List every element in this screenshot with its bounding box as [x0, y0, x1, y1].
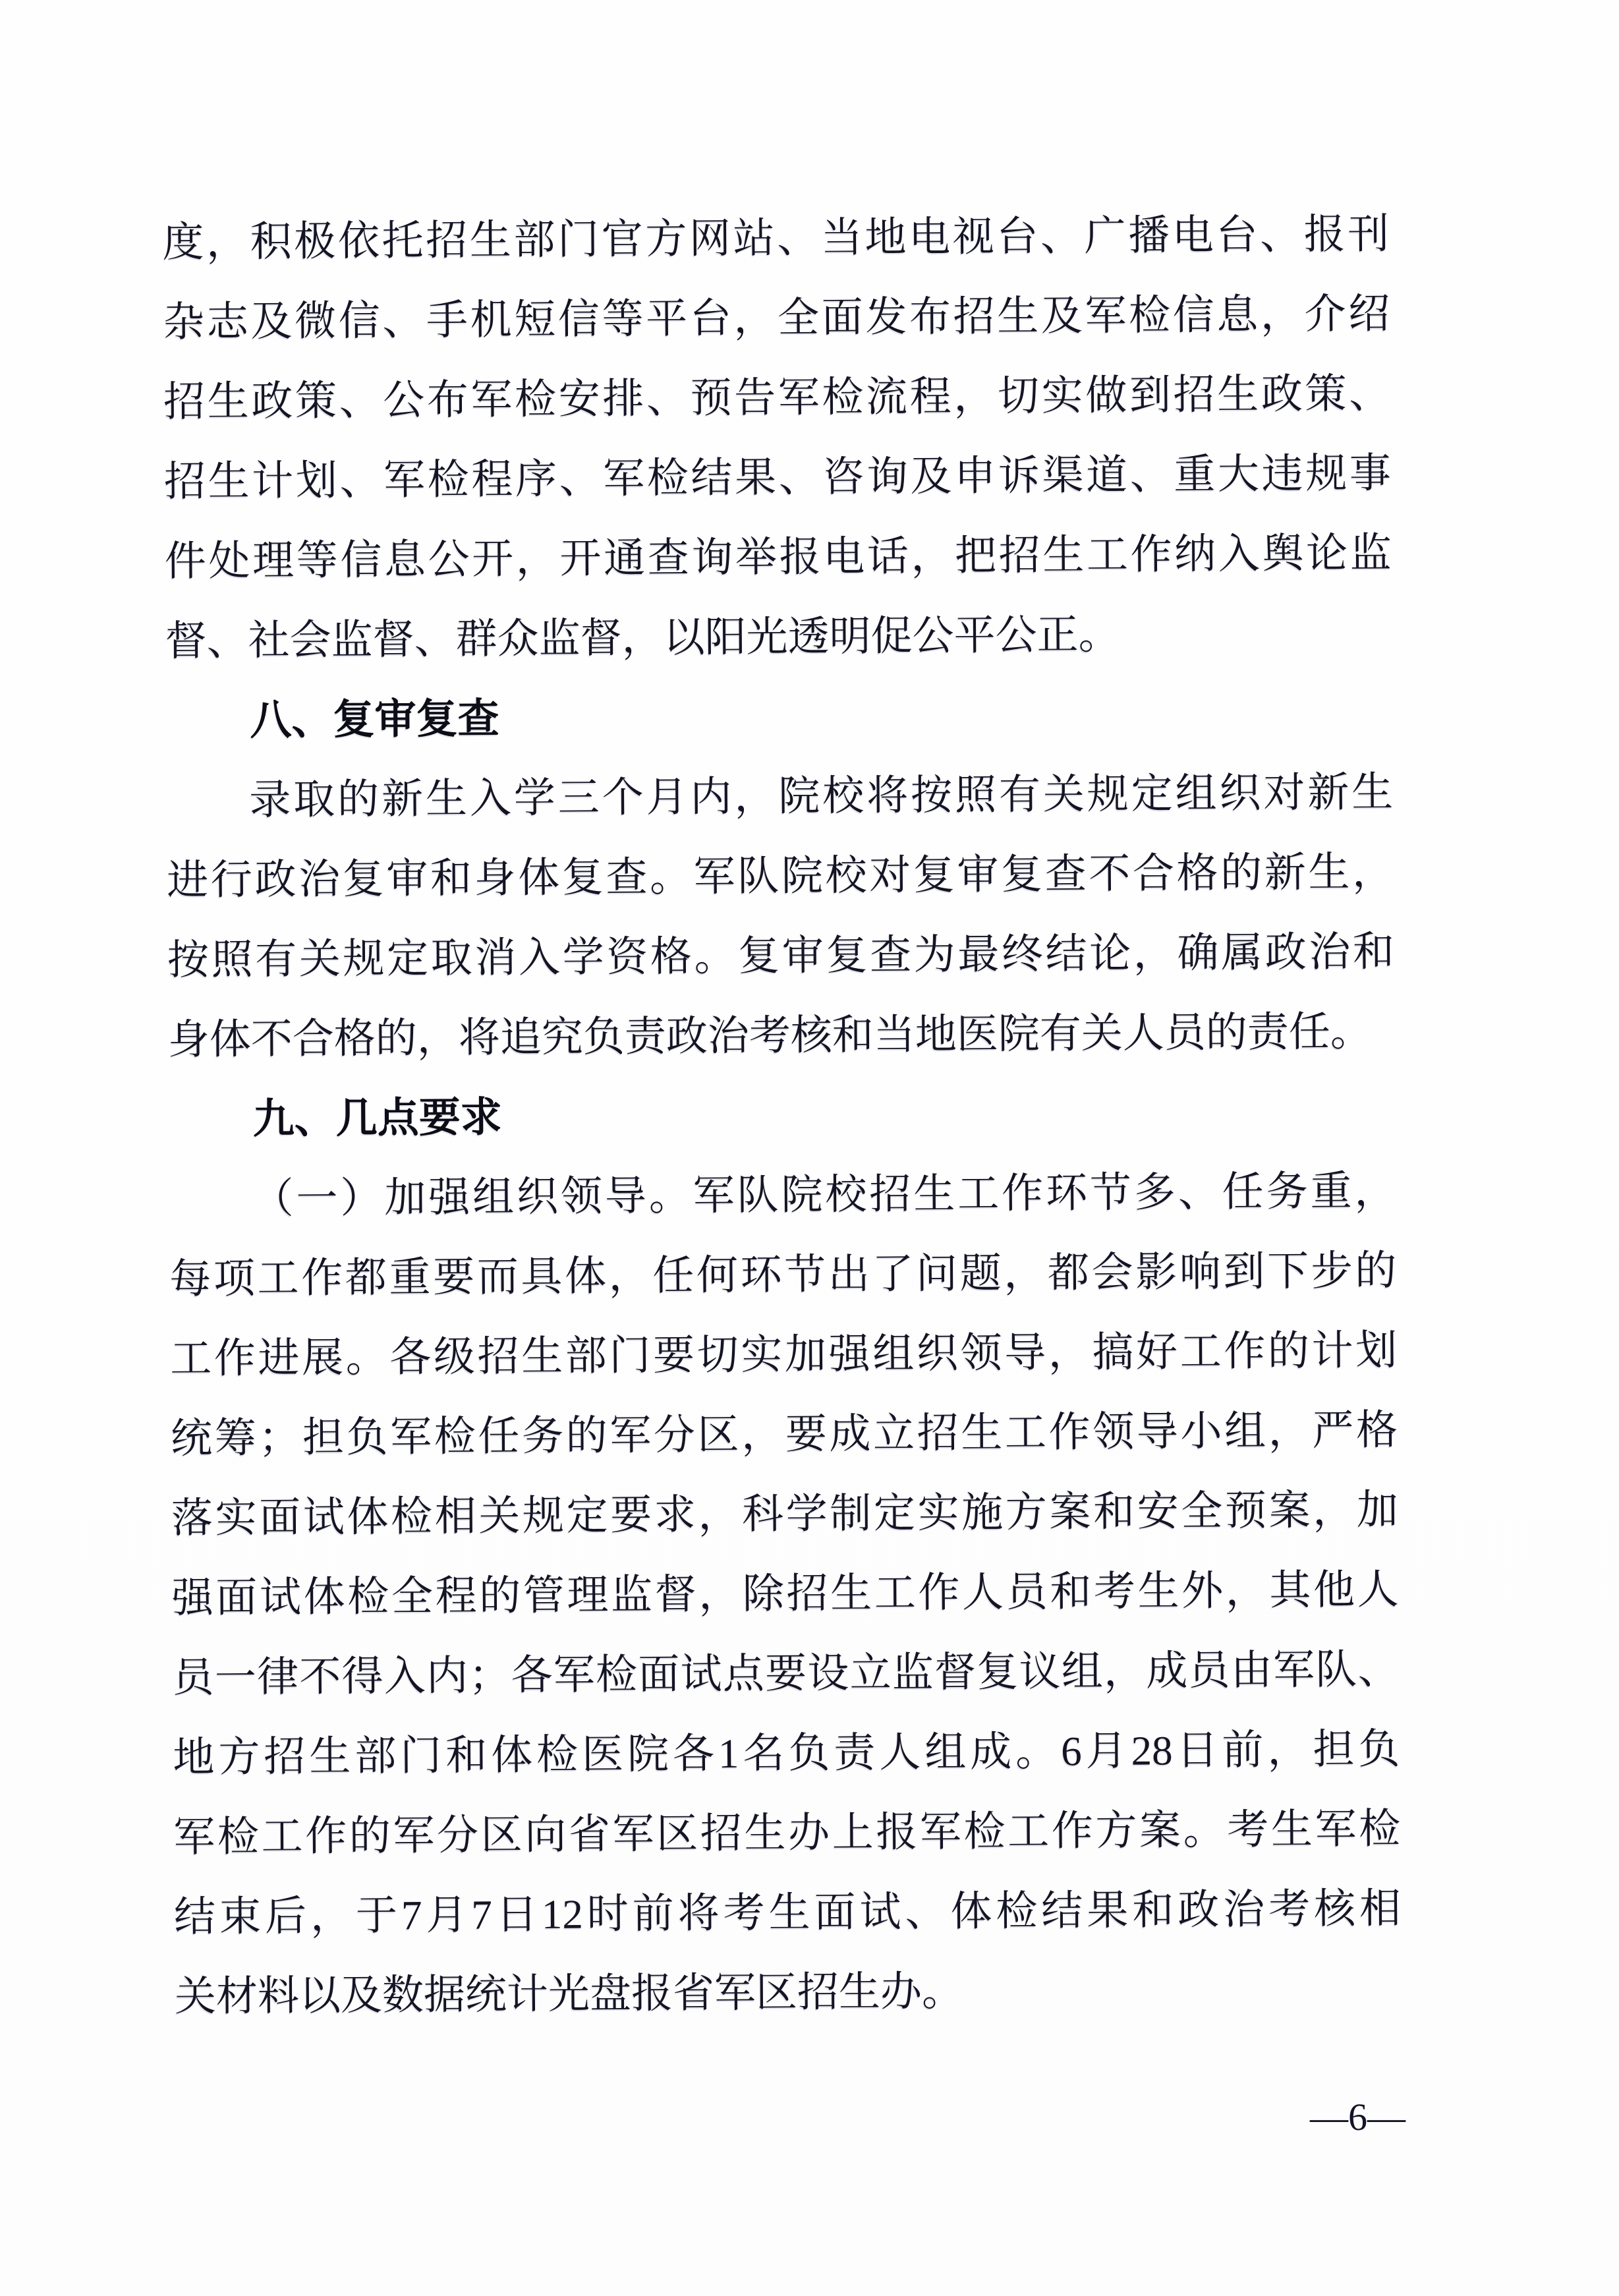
- text-line: 度，积极依托招生部门官方网站、当地电视台、广播电台、报刊: [162, 211, 1390, 266]
- text-line: 进行政治复审和身体复查。军队院校对复审复查不合格的新生，: [166, 848, 1394, 904]
- text-line: 录取的新生入学三个月内，院校将按照有关规定组织对新生: [249, 768, 1394, 824]
- text-line: 地方招生部门和体检医院各1名负责人组成。6月28日前，担负: [173, 1725, 1400, 1781]
- text-line: 结束后，于7月7日12时前将考生面试、体检结果和政治考核相: [173, 1885, 1402, 1940]
- text-line: 落实面试体检相关规定要求，科学制定实施方案和安全预案，加: [171, 1486, 1399, 1541]
- text-line: 军检工作的军分区向省军区招生办上报军检工作方案。考生军检: [173, 1805, 1401, 1860]
- text-line: 杂志及微信、手机短信等平台，全面发布招生及军检信息，介绍: [163, 290, 1390, 345]
- text-line: 每项工作都重要而具体，任何环节出了问题，都会影响到下步的: [169, 1247, 1397, 1302]
- text-line: （一）加强组织领导。军队院校招生工作环节多、任务重，: [252, 1167, 1396, 1222]
- text-line: 工作进展。各级招生部门要切实加强组织领导，搞好工作的计划: [170, 1327, 1398, 1382]
- text-line: 件处理等信息公开，开通查询举报电话，把招生工作纳入舆论监: [164, 529, 1392, 585]
- text-line: 强面试体检全程的管理监督，除招生工作人员和考生外，其他人: [171, 1566, 1399, 1621]
- text-line: 督、社会监督、群众监督，以阳光透明促公平公正。: [165, 611, 1120, 664]
- text-line: 关材料以及数据统计光盘报省军区招生办。: [174, 1968, 964, 2020]
- document-body: [162, 194, 1402, 2037]
- text-line: 统筹；担负军检任务的军分区，要成立招生工作领导小组，严格: [170, 1406, 1398, 1462]
- text-line: 招生计划、军检程序、军检结果、咨询及申诉渠道、重大违规事: [163, 449, 1392, 505]
- text-line: 按照有关规定取消入学资格。复审复查为最终结论，确属政治和: [167, 928, 1395, 983]
- text-line: 招生政策、公布军检安排、预告军检流程，切实做到招生政策、: [163, 370, 1391, 425]
- section-heading: 八、复审复查: [250, 695, 499, 744]
- text-line: 员一律不得入内；各军检面试点要设立监督复议组，成员由军队、: [172, 1646, 1400, 1701]
- section-heading: 九、几点要求: [252, 1094, 502, 1143]
- text-line: 身体不合格的，将追究负责政治考核和当地医院有关人员的责任。: [167, 1008, 1373, 1063]
- page-number: —6—: [1310, 2096, 1406, 2138]
